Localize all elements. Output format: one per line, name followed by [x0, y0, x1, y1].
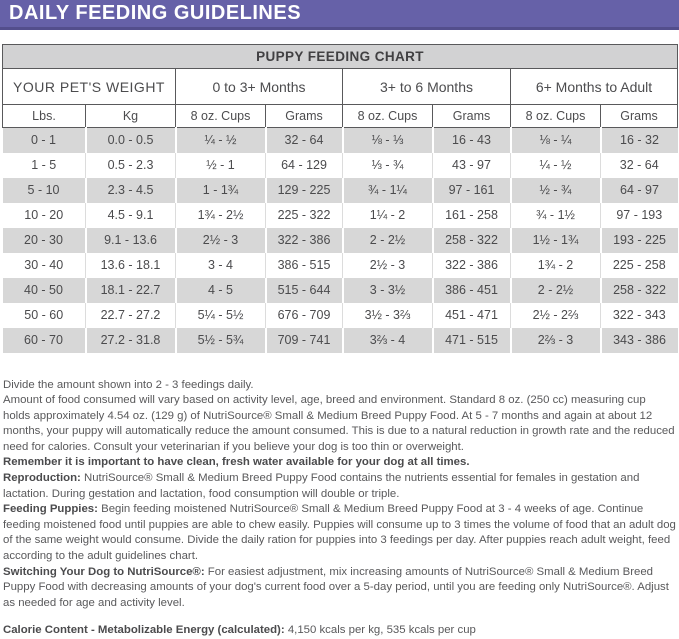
- table-row: [3, 153, 678, 178]
- group-header-3-6-months: 3+ to 6 Months: [343, 69, 511, 105]
- table-cell: 676 - 709: [266, 303, 343, 328]
- table-cell: 2½ - 2⅔: [511, 303, 601, 328]
- table-cell: 1½ - 1¾: [511, 228, 601, 253]
- table-cell: 5¼ - 5½: [176, 303, 266, 328]
- note-feeding-puppies: [3, 502, 676, 564]
- table-cell: 709 - 741: [266, 328, 343, 353]
- table-cell: ¼ - ½: [511, 153, 601, 178]
- table-cell: ⅓ - ¾: [343, 153, 433, 178]
- table-cell: 322 - 386: [433, 253, 511, 278]
- table-cell: ⅛ - ⅓: [343, 128, 433, 153]
- table-cell: 30 - 40: [3, 253, 86, 278]
- table-cell: 27.2 - 31.8: [86, 328, 176, 353]
- table-cell: 16 - 43: [433, 128, 511, 153]
- table-cell: 2½ - 3: [343, 253, 433, 278]
- column-header-grams-1: Grams: [266, 105, 343, 128]
- table-cell: 5 - 10: [3, 178, 86, 203]
- table-cell: 22.7 - 27.2: [86, 303, 176, 328]
- note-amount-varies: [3, 393, 676, 455]
- table-cell: ½ - 1: [176, 153, 266, 178]
- table-cell: 0.0 - 0.5: [86, 128, 176, 153]
- table-cell: 258 - 322: [601, 278, 678, 303]
- table-cell: 515 - 644: [266, 278, 343, 303]
- table-row: [3, 228, 678, 253]
- table-cell: 1 - 1¾: [176, 178, 266, 203]
- table-cell: 32 - 64: [601, 153, 678, 178]
- table-row: [3, 303, 678, 328]
- table-cell: 5½ - 5¾: [176, 328, 266, 353]
- table-cell: 343 - 386: [601, 328, 678, 353]
- chart-caption: PUPPY FEEDING CHART: [3, 45, 678, 69]
- note-bold-lead: Feeding Puppies:: [3, 503, 98, 516]
- table-cell: 16 - 32: [601, 128, 678, 153]
- table-cell: ¾ - 1¼: [343, 178, 433, 203]
- table-cell: 3⅔ - 4: [343, 328, 433, 353]
- chart-caption-row: [3, 45, 678, 69]
- table-cell: 60 - 70: [3, 328, 86, 353]
- table-cell: 0 - 1: [3, 128, 86, 153]
- note-bold-lead: Reproduction:: [3, 472, 81, 485]
- note-switching: [3, 565, 676, 612]
- note-bold-lead: Switching Your Dog to NutriSource®:: [3, 565, 205, 578]
- table-cell: 50 - 60: [3, 303, 86, 328]
- table-cell: 258 - 322: [433, 228, 511, 253]
- table-cell: 20 - 30: [3, 228, 86, 253]
- table-cell: ¼ - ½: [176, 128, 266, 153]
- table-cell: 161 - 258: [433, 203, 511, 228]
- unit-header-row: [3, 105, 678, 128]
- table-cell: 64 - 129: [266, 153, 343, 178]
- table-cell: 2 - 2½: [511, 278, 601, 303]
- table-cell: ¾ - 1½: [511, 203, 601, 228]
- table-cell: 129 - 225: [266, 178, 343, 203]
- group-header-6-adult: 6+ Months to Adult: [511, 69, 678, 105]
- table-cell: 40 - 50: [3, 278, 86, 303]
- puppy-feeding-chart-table: [2, 44, 678, 353]
- table-cell: 1¾ - 2½: [176, 203, 266, 228]
- column-header-grams-3: Grams: [601, 105, 678, 128]
- column-header-lbs: Lbs.: [3, 105, 86, 128]
- table-cell: 386 - 515: [266, 253, 343, 278]
- table-cell: 9.1 - 13.6: [86, 228, 176, 253]
- table-cell: 2 - 2½: [343, 228, 433, 253]
- group-header-0-3-months: 0 to 3+ Months: [176, 69, 343, 105]
- column-header-kg: Kg: [86, 105, 176, 128]
- table-cell: 3½ - 3⅔: [343, 303, 433, 328]
- table-row: [3, 178, 678, 203]
- table-cell: 193 - 225: [601, 228, 678, 253]
- note-text: Amount of food consumed will vary based on activity level, age, breed and environment. Standard 8 oz. (250 cc) measuring cup holds approximately 4.54 oz. (129 g) of NutriSource® Small & Medium Breed Puppy Food. At 5 - 7 months and again at about 12 months, your puppy will automatically reduce the amount consumed. This is due to a natural reduction in growth rate and the reduced need for calories. Consult your veterinarian if you believe your dog is too thin or overweight.: [3, 394, 675, 453]
- group-header-pet-weight: YOUR PET'S WEIGHT: [3, 69, 176, 105]
- feeding-notes: [3, 378, 676, 612]
- table-cell: 386 - 451: [433, 278, 511, 303]
- table-cell: 4.5 - 9.1: [86, 203, 176, 228]
- table-cell: 2.3 - 4.5: [86, 178, 176, 203]
- table-cell: 225 - 322: [266, 203, 343, 228]
- age-group-header-row: [3, 69, 678, 105]
- page-title-banner: [0, 0, 679, 30]
- note-text: For easiest adjustment, mix increasing amounts of NutriSource® Small & Medium Breed Puppy Food with decreasing amounts of your dog's current food over a 5-day period, until you are feeding only NutriSource®. Adjust as needed for age and activity level.: [3, 565, 669, 609]
- table-cell: 1¼ - 2: [343, 203, 433, 228]
- calorie-content-line: [3, 623, 676, 639]
- note-bold-lead: Remember it is important to have clean, fresh water available for your dog at all times.: [3, 456, 470, 469]
- column-header-cups-1: 8 oz. Cups: [176, 105, 266, 128]
- calorie-bold-lead: Calorie Content - Metabolizable Energy (calculated):: [3, 624, 285, 637]
- table-cell: 1 - 5: [3, 153, 86, 178]
- table-cell: 471 - 515: [433, 328, 511, 353]
- table-cell: 2½ - 3: [176, 228, 266, 253]
- table-cell: 225 - 258: [601, 253, 678, 278]
- column-header-cups-2: 8 oz. Cups: [343, 105, 433, 128]
- table-row: [3, 278, 678, 303]
- table-cell: 64 - 97: [601, 178, 678, 203]
- note-text: Divide the amount shown into 2 - 3 feedings daily.: [3, 378, 254, 391]
- table-row: [3, 203, 678, 228]
- note-reproduction: [3, 471, 676, 502]
- table-cell: 10 - 20: [3, 203, 86, 228]
- table-cell: 32 - 64: [266, 128, 343, 153]
- note-fresh-water: [3, 455, 676, 471]
- table-cell: ⅛ - ¼: [511, 128, 601, 153]
- table-cell: 3 - 3½: [343, 278, 433, 303]
- table-cell: 322 - 386: [266, 228, 343, 253]
- table-cell: 4 - 5: [176, 278, 266, 303]
- table-cell: ½ - ¾: [511, 178, 601, 203]
- table-cell: 322 - 343: [601, 303, 678, 328]
- table-row: [3, 253, 678, 278]
- table-cell: 43 - 97: [433, 153, 511, 178]
- table-cell: 13.6 - 18.1: [86, 253, 176, 278]
- note-divide-feedings: [3, 378, 676, 394]
- chart-body: [3, 128, 678, 353]
- table-row: [3, 328, 678, 353]
- page-title: DAILY FEEDING GUIDELINES: [9, 2, 302, 24]
- note-text: NutriSource® Small & Medium Breed Puppy Food contains the nutrients essential for females in gestation and lactation. During gestation and lactation, food consumption will double or triple.: [3, 472, 640, 500]
- column-header-grams-2: Grams: [433, 105, 511, 128]
- table-cell: 0.5 - 2.3: [86, 153, 176, 178]
- table-cell: 1¾ - 2: [511, 253, 601, 278]
- table-row: [3, 128, 678, 153]
- calorie-text: 4,150 kcals per kg, 535 kcals per cup: [284, 624, 476, 637]
- table-cell: 97 - 161: [433, 178, 511, 203]
- table-cell: 18.1 - 22.7: [86, 278, 176, 303]
- column-header-cups-3: 8 oz. Cups: [511, 105, 601, 128]
- note-text: Begin feeding moistened NutriSource® Small & Medium Breed Puppy Food at 3 - 4 weeks of age. Continue feeding moistened food until puppies are able to chew easily. Puppies will consume up to 3 times the volume of food that an adult dog of the same weight would consume. Divide the daily ration for puppies into 3 feedings per day. After puppies reach adult weight, feed according to the adult guidelines chart.: [3, 503, 676, 563]
- table-cell: 97 - 193: [601, 203, 678, 228]
- table-cell: 3 - 4: [176, 253, 266, 278]
- table-cell: 2⅔ - 3: [511, 328, 601, 353]
- table-cell: 451 - 471: [433, 303, 511, 328]
